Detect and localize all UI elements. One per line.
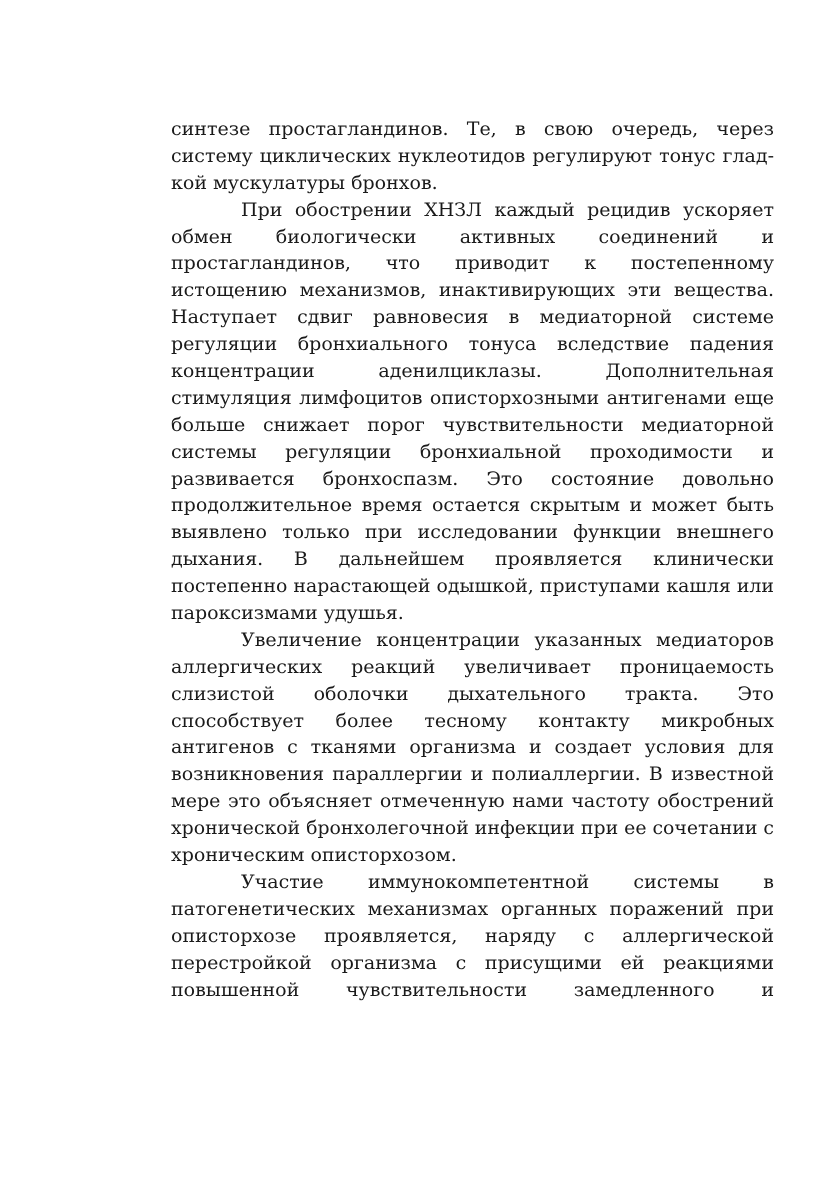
text-line: систему циклических нуклеотидов регулируют тонус глад- xyxy=(171,144,774,167)
text-line: хроническим описторхозом. xyxy=(171,844,457,867)
text-line: Наступает сдвиг равновесия в медиаторной системе xyxy=(171,306,774,329)
text-line: постепенно нарастающей одышкой, приступами кашля или xyxy=(171,575,774,598)
text-line: синтезе простагландинов. Те, в свою очередь, через xyxy=(171,118,774,140)
text-line: слизистой оболочки дыхательного тракта. Это xyxy=(171,682,774,705)
text-line: регуляции бронхиального тонуса вследствие падения xyxy=(171,333,774,356)
text-line: стимуляция лимфоцитов описторхозными антигенами еще xyxy=(171,386,774,409)
text-line: При обострении ХНЗЛ каждый рецидив ускоряет xyxy=(241,198,774,221)
text-line: хронической бронхолегочной инфекции при ее сочетании с xyxy=(171,817,774,840)
text-line: повышенной чувствительности замедленного и xyxy=(171,978,774,1001)
text-line: обмен биологически активных соединений и xyxy=(171,225,774,248)
text-line: возникновения параллергии и полиаллергии. В известной xyxy=(171,763,774,786)
text-line: кой мускулатуры бронхов. xyxy=(171,171,438,194)
text-line: мере это объясняет отмеченную нами частоту обострений xyxy=(171,790,774,813)
text-line: продолжительное время остается скрытым и может быть xyxy=(171,494,774,517)
text-line: простагландинов, что приводит к постепенному xyxy=(171,252,774,275)
text-line: аллергических реакций увеличивает проницаемость xyxy=(171,655,774,678)
text-line: пароксизмами удушья. xyxy=(171,602,404,625)
body-text xyxy=(171,116,774,1003)
text-line: Участие иммунокомпетентной системы в xyxy=(241,870,774,893)
text-line: патогенетических механизмах органных поражений при xyxy=(171,897,774,920)
text-line: истощению механизмов, инактивирующих эти вещества. xyxy=(171,279,774,302)
text-line: антигенов с тканями организма и создает условия для xyxy=(171,736,774,759)
text-line: перестройкой организма с присущими ей реакциями xyxy=(171,951,774,974)
text-line: способствует более тесному контакту микробных xyxy=(171,709,774,732)
text-line: Увеличение концентрации указанных медиаторов xyxy=(241,628,774,651)
text-line: развивается бронхоспазм. Это состояние довольно xyxy=(171,467,774,490)
text-line: описторхозе проявляется, наряду с аллергической xyxy=(171,924,774,947)
text-line: больше снижает порог чувствительности медиаторной xyxy=(171,413,774,436)
text-line: выявлено только при исследовании функции внешнего xyxy=(171,521,774,544)
text-line: концентрации аденилциклазы. Дополнительная xyxy=(171,360,774,383)
text-line: системы регуляции бронхиальной проходимости и xyxy=(171,440,774,463)
text-line: дыхания. В дальнейшем проявляется клинически xyxy=(171,548,774,571)
